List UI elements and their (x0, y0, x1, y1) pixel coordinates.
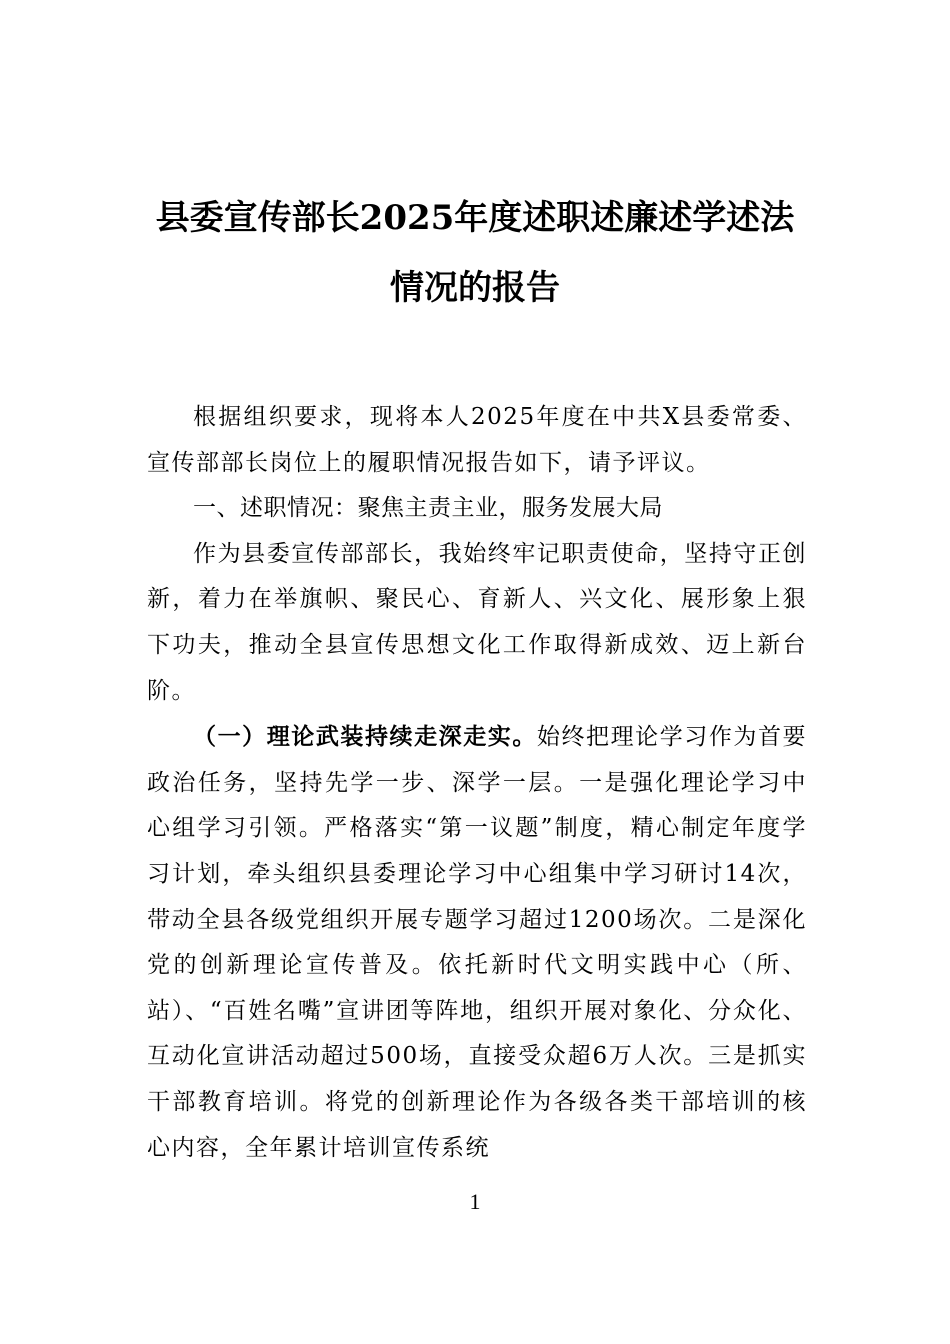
body-paragraph-3-text: 始终把理论学习作为首要政治任务，坚持先学一步、深学一层。一是强化理论学习中心组学习引领。严格落实“第一议题”制度，精心制定年度学习计划，牵头组织县委理论学习中心组集中学习研讨14次，带动全县各级党组织开展专题学习超过1200场次。二是深化党的创新理论宣传普及。依托新时代文明实践中心（所、站）、“百姓名嘴”宣讲团等阵地，组织开展对象化、分众化、互动化宣讲活动超过500场，直接受众超6万人次。三是抓实干部教育培训。将党的创新理论作为各级各类干部培训的核心内容，全年累计培训宣传系统 (147, 724, 807, 1161)
page-number: 1 (469, 1189, 481, 1214)
body-paragraph-3 (147, 714, 807, 1171)
document-title-line-2: 情况的报告 (390, 268, 560, 308)
document-body (147, 395, 807, 1171)
body-paragraph-2: 作为县委宣传部部长，我始终牢记职责使命，坚持守正创新，着力在举旗帜、聚民心、育新人、兴文化、展形象上狠下功夫，推动全县宣传思想文化工作取得新成效、迈上新台阶。 (147, 540, 807, 704)
sub-heading-1: （一）理论武装持续走深走实。 (193, 723, 537, 751)
intro-paragraph: 根据组织要求，现将本人2025年度在中共X县委常委、宣传部部长岗位上的履职情况报告如下，请予评议。 (147, 404, 807, 476)
section-heading-1: 一、述职情况：聚焦主责主业，服务发展大局 (193, 495, 663, 522)
document-title-line-1: 县委宣传部长2025年度述职述廉述学述法 (155, 198, 795, 238)
